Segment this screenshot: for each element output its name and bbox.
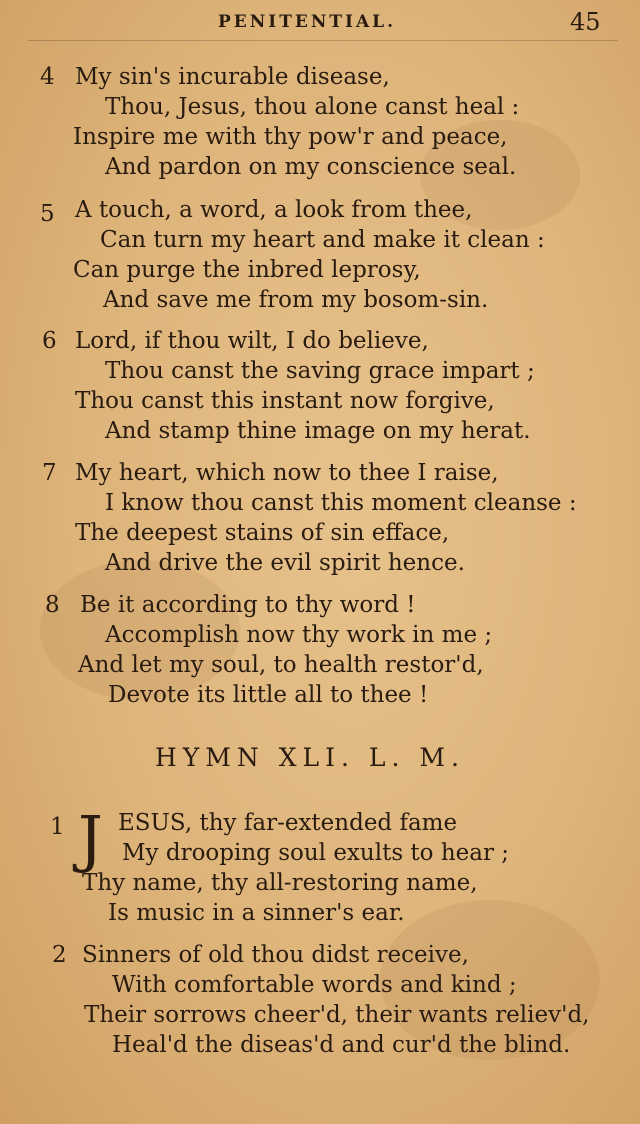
stanza-number: 4: [40, 64, 55, 90]
stanza-number: 7: [42, 460, 57, 486]
verse-line: ESUS, thy far-extended fame: [118, 810, 458, 836]
verse-line: Their sorrows cheer'd, their wants reliev'd,: [84, 1002, 590, 1028]
verse-line: Can purge the inbred leprosy,: [73, 257, 421, 283]
verse-line: Is music in a sinner's ear.: [108, 900, 405, 926]
stanza-number: 5: [40, 201, 55, 227]
verse-line: Sinners of old thou didst receive,: [82, 942, 469, 968]
verse-line: My drooping soul exults to hear ;: [122, 840, 510, 866]
stanza-number: 1: [50, 814, 65, 840]
page-header: [0, 8, 640, 38]
verse-line: My heart, which now to thee I raise,: [75, 460, 499, 486]
verse-line: And let my soul, to health restor'd,: [78, 652, 484, 678]
verse-line: Be it according to thy word !: [80, 592, 416, 618]
verse-line: The deepest stains of sin efface,: [75, 520, 450, 546]
stanza-number: 2: [52, 942, 67, 968]
verse-line: Thy name, thy all-restoring name,: [82, 870, 478, 896]
verse-line: Heal'd the diseas'd and cur'd the blind.: [112, 1032, 571, 1058]
verse-line: And save me from my bosom-sin.: [103, 287, 489, 313]
stanza-number: 8: [45, 592, 60, 618]
verse-line: A touch, a word, a look from thee,: [75, 197, 473, 223]
verse-line: Lord, if thou wilt, I do believe,: [75, 328, 429, 354]
header-rule: [28, 40, 618, 41]
running-title: PENITENTIAL.: [218, 12, 397, 32]
verse-line: And stamp thine image on my herat.: [105, 418, 531, 444]
verse-line: Thou canst this instant now forgive,: [75, 388, 495, 414]
verse-line: Can turn my heart and make it clean :: [100, 227, 545, 253]
verse-line: And drive the evil spirit hence.: [105, 550, 465, 576]
verse-line: With comfortable words and kind ;: [112, 972, 517, 998]
verse-line: Accomplish now thy work in me ;: [105, 622, 493, 648]
hymn-title: HYMN XLI. L. M.: [155, 743, 465, 772]
drop-cap: J: [78, 802, 103, 875]
verse-line: Thou canst the saving grace impart ;: [105, 358, 535, 384]
verse-line: Devote its little all to thee !: [108, 682, 429, 708]
page-number: 45: [570, 8, 601, 36]
stanza-number: 6: [42, 328, 57, 354]
verse-line: I know thou canst this moment cleanse :: [105, 490, 577, 516]
verse-line: And pardon on my conscience seal.: [105, 154, 517, 180]
verse-line: Thou, Jesus, thou alone canst heal :: [105, 94, 520, 120]
verse-line: Inspire me with thy pow'r and peace,: [73, 124, 508, 150]
verse-line: My sin's incurable disease,: [75, 64, 390, 90]
